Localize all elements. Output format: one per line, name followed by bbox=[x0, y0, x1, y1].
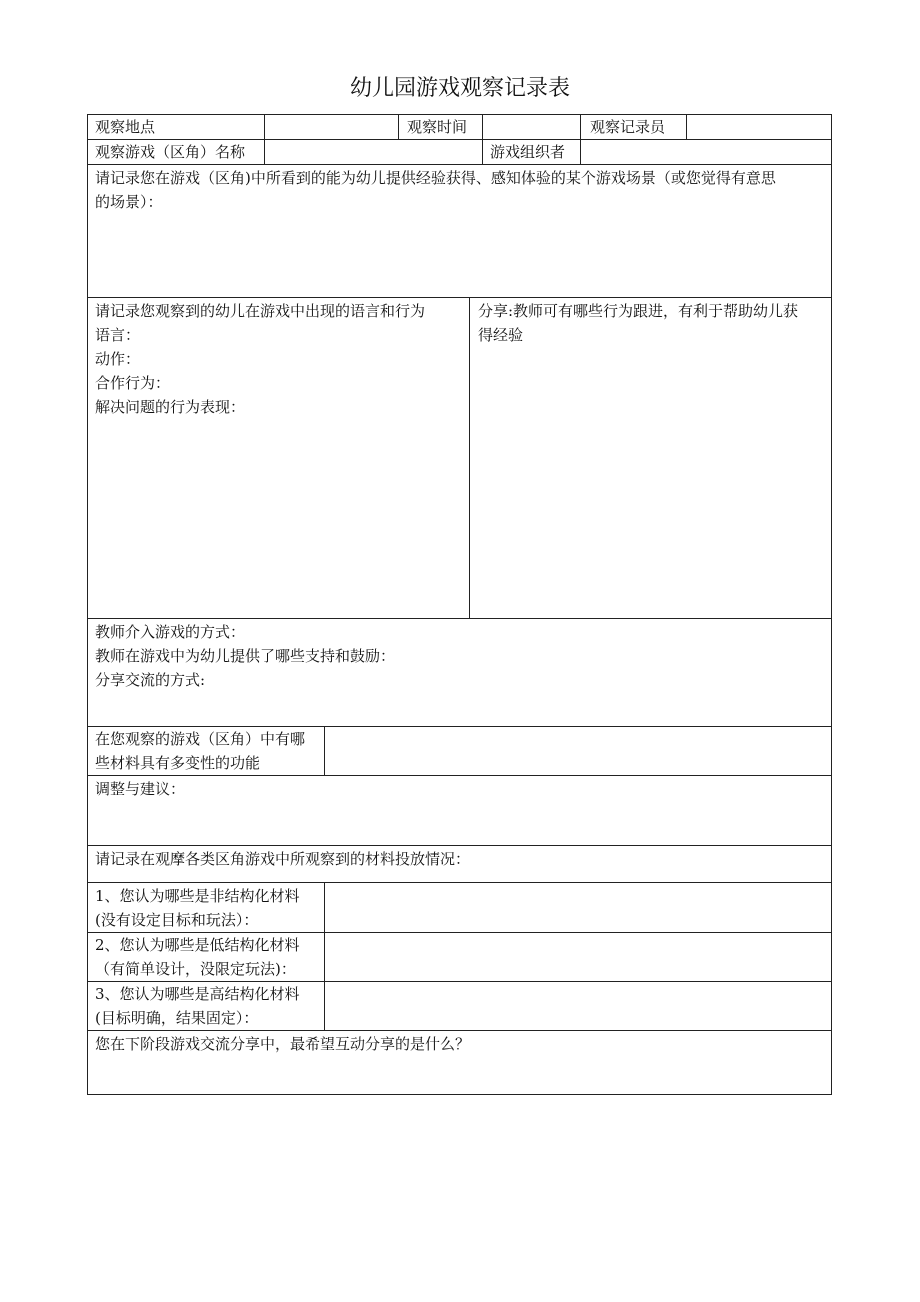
scene-field[interactable] bbox=[88, 215, 831, 297]
materials-high-structured-line1: 3、您认为哪些是高结构化材料 bbox=[95, 985, 300, 1003]
intervention-exchange-label: 分享交流的方式: bbox=[95, 671, 206, 689]
materials-prompt: 请记录在观摩各类区角游戏中所观察到的材料投放情况： bbox=[95, 850, 471, 868]
problem-solving-label: 解决问题的行为表现： bbox=[95, 398, 246, 416]
recorder-label: 观察记录员 bbox=[590, 118, 666, 136]
materials-high-structured-field[interactable] bbox=[325, 982, 831, 1030]
time-label: 观察时间 bbox=[407, 118, 468, 136]
behavior-prompt: 请记录您观察到的幼儿在游戏中出现的语言和行为 bbox=[95, 302, 426, 320]
location-field[interactable] bbox=[265, 115, 398, 139]
behavior-field[interactable] bbox=[88, 420, 469, 618]
share-prompt-line1: 分享:教师可有哪些行为跟进，有利于帮助幼儿获 bbox=[478, 302, 799, 320]
share-prompt-line2: 得经验 bbox=[478, 326, 524, 344]
language-label: 语言： bbox=[95, 326, 141, 344]
adjust-label: 调整与建议： bbox=[95, 780, 186, 798]
next-share-prompt: 您在下阶段游戏交流分享中，最希望互动分享的是什么？ bbox=[95, 1035, 471, 1053]
variability-label-line2: 些材料具有多变性的功能 bbox=[95, 754, 261, 772]
intervention-field[interactable] bbox=[88, 693, 831, 726]
scene-prompt-line1: 请记录您在游戏（区角)中所看到的能为幼儿提供经验获得、感知体验的某个游戏场景（或您觉得有意思 bbox=[95, 169, 776, 187]
materials-unstructured-line1: 1、您认为哪些是非结构化材料 bbox=[95, 887, 300, 905]
game-name-field[interactable] bbox=[265, 140, 482, 164]
game-name-label: 观察游戏（区角）名称 bbox=[95, 143, 246, 161]
location-label: 观察地点 bbox=[95, 118, 156, 136]
materials-low-structured-line1: 2、您认为哪些是低结构化材料 bbox=[95, 936, 300, 954]
recorder-field[interactable] bbox=[687, 115, 831, 139]
next-share-field[interactable] bbox=[88, 1057, 831, 1094]
organizer-field[interactable] bbox=[581, 140, 831, 164]
intervention-method-label: 教师介入游戏的方式： bbox=[95, 623, 246, 641]
action-label: 动作： bbox=[95, 350, 141, 368]
variability-field[interactable] bbox=[325, 727, 831, 775]
adjust-field[interactable] bbox=[88, 802, 831, 845]
materials-unstructured-field[interactable] bbox=[325, 883, 831, 932]
organizer-label: 游戏组织者 bbox=[490, 143, 566, 161]
page-title: 幼儿园游戏观察记录表 bbox=[349, 76, 570, 101]
materials-unstructured-line2: (没有设定目标和玩法）： bbox=[95, 911, 259, 929]
scene-prompt-line2: 的场景）： bbox=[95, 193, 163, 211]
time-field[interactable] bbox=[483, 115, 580, 139]
materials-low-structured-line2: （有简单设计，没限定玩法)： bbox=[95, 960, 296, 978]
materials-low-structured-field[interactable] bbox=[325, 933, 831, 981]
intervention-support-label: 教师在游戏中为幼儿提供了哪些支持和鼓励： bbox=[95, 647, 396, 665]
materials-high-structured-line2: (目标明确，结果固定）： bbox=[95, 1009, 259, 1027]
cooperation-label: 合作行为： bbox=[95, 374, 171, 392]
variability-label-line1: 在您观察的游戏（区角）中有哪 bbox=[95, 730, 306, 748]
share-field[interactable] bbox=[470, 348, 831, 618]
